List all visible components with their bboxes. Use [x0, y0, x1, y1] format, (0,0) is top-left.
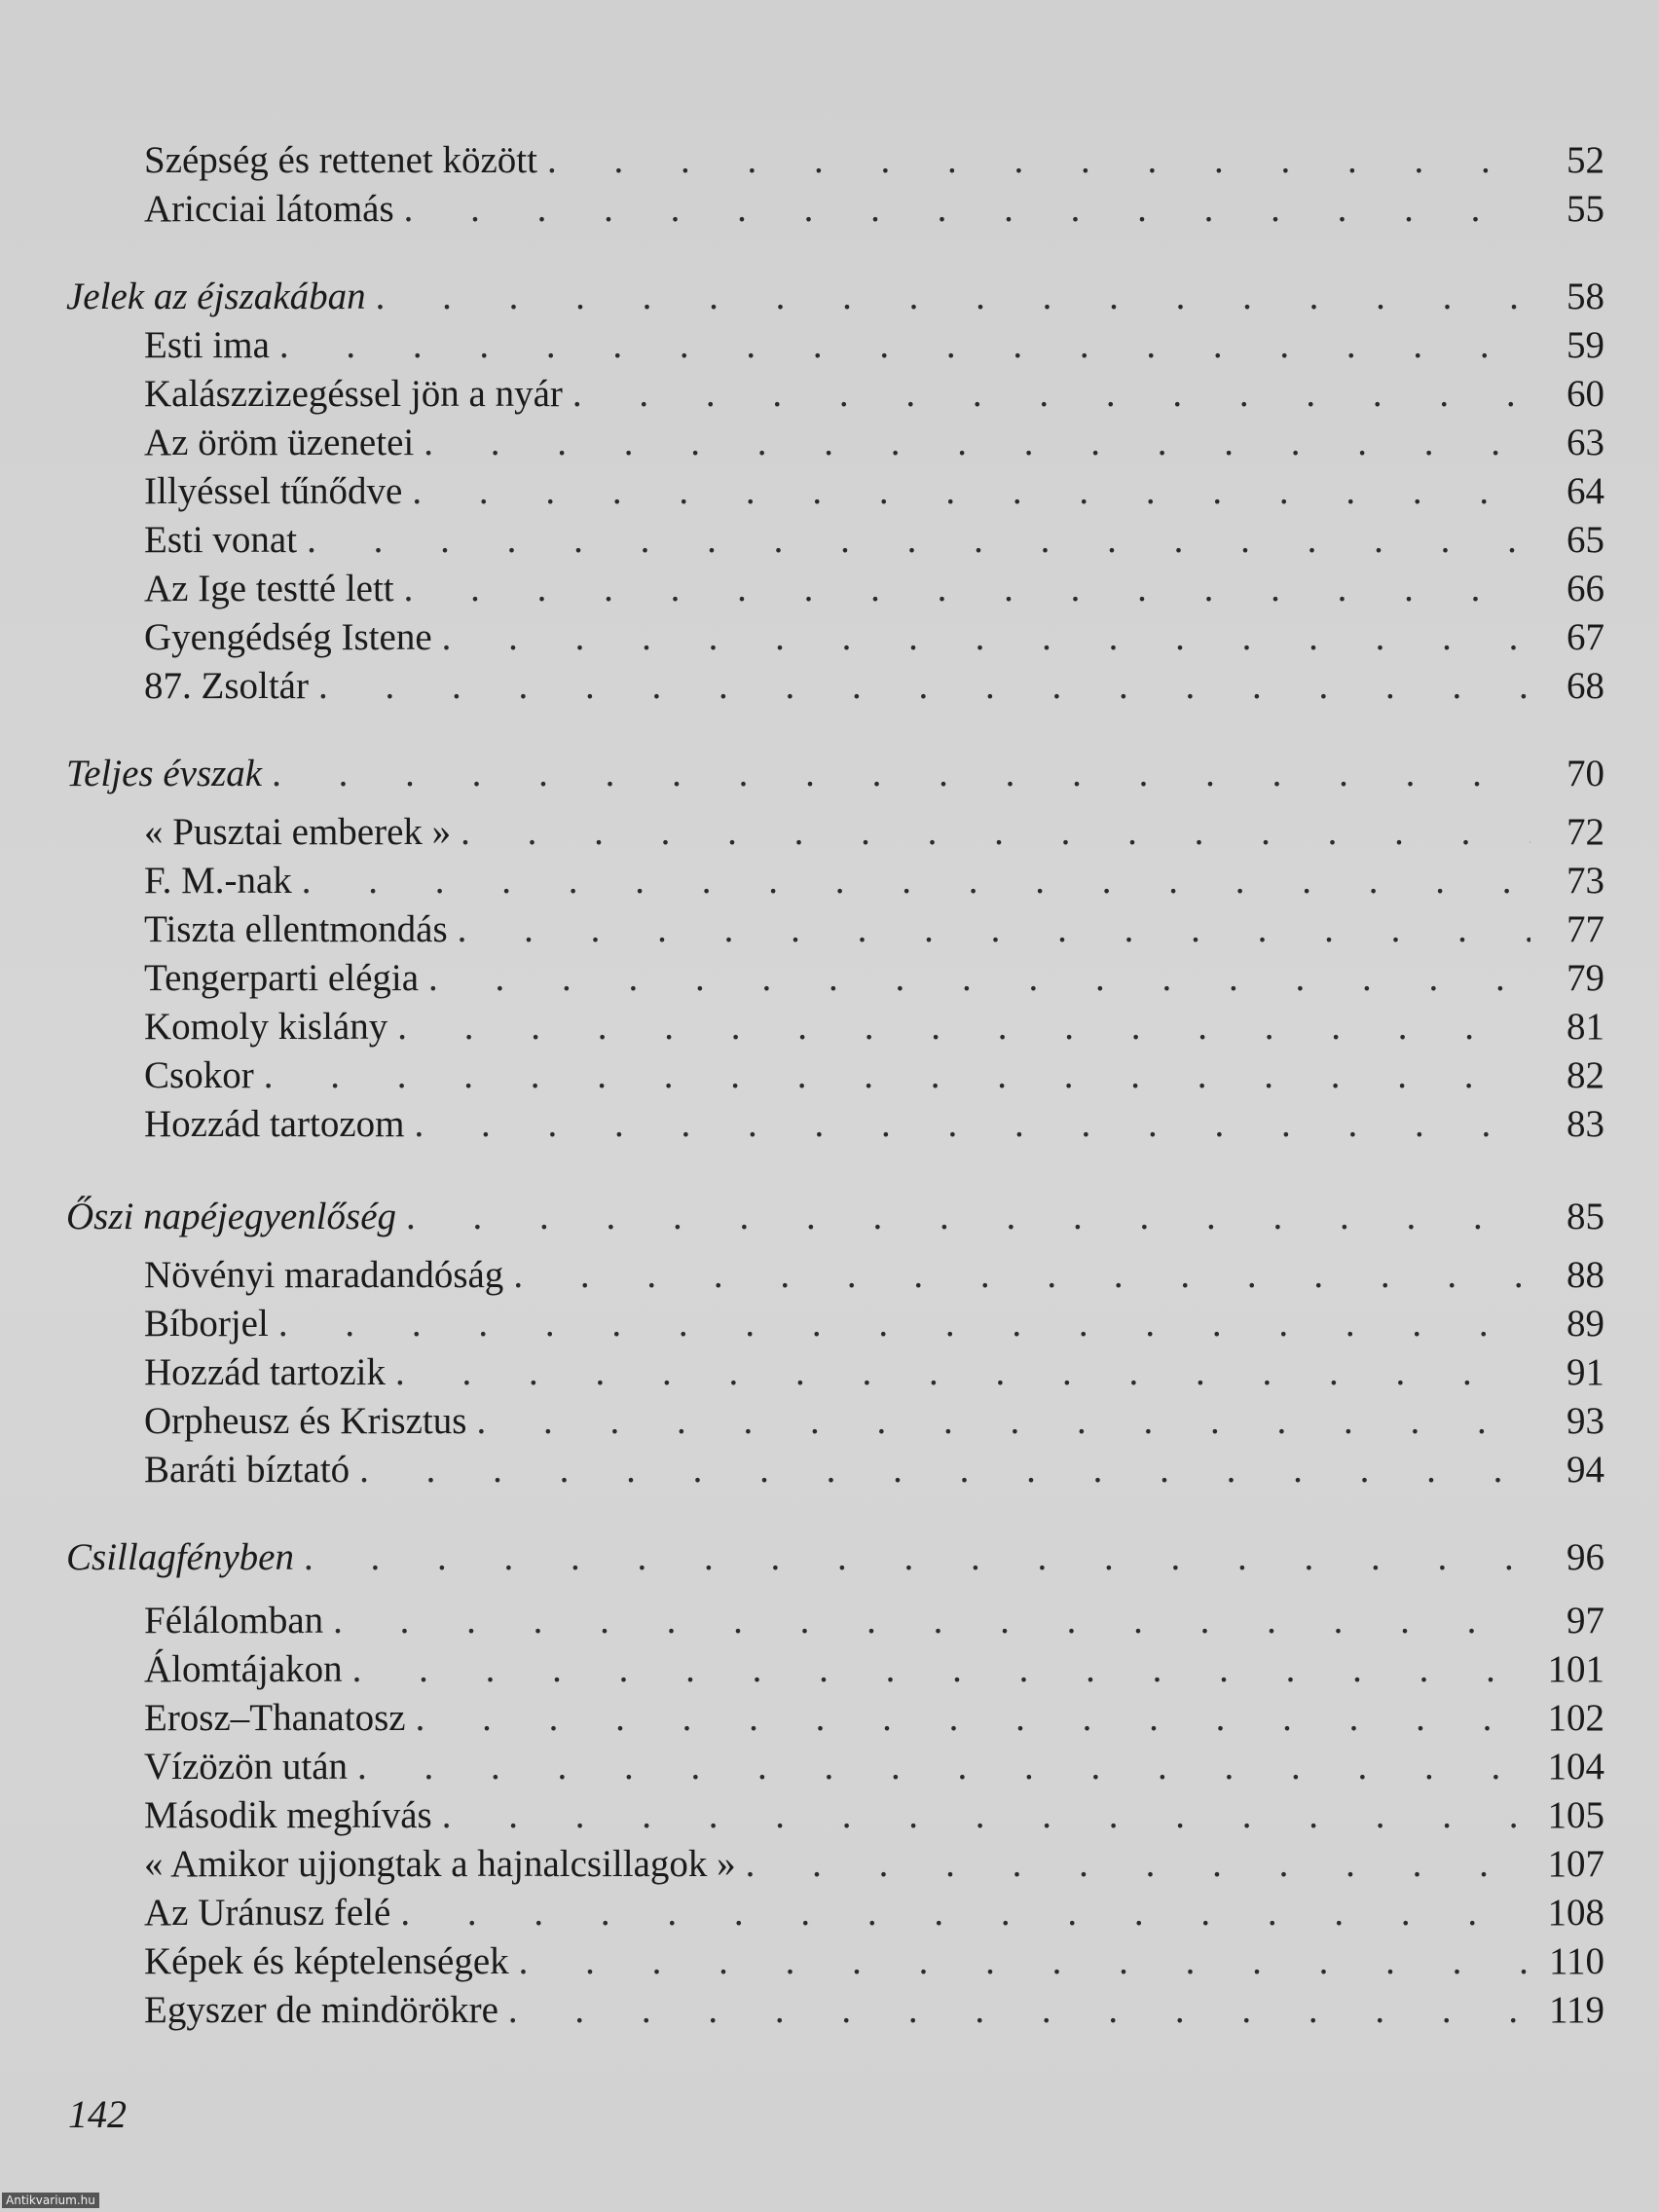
toc-title: Baráti bíztató: [144, 1449, 350, 1491]
dot-leader: [746, 1840, 1530, 1889]
dot-leader: [461, 808, 1530, 857]
dot-leader: [279, 321, 1530, 370]
dot-leader: [376, 273, 1530, 321]
toc-page-number: 63: [1567, 422, 1604, 463]
toc-title: Az öröm üzenetei: [144, 422, 415, 463]
toc-title: Erosz–Thanatosz: [144, 1697, 406, 1739]
toc-entry-row: [144, 1300, 1604, 1348]
toc-page-number: 77: [1567, 908, 1604, 950]
toc-entry-row: [144, 370, 1604, 419]
dot-leader: [395, 1348, 1530, 1397]
toc-title: Félálomban: [144, 1600, 324, 1641]
toc-page-number: 65: [1567, 519, 1604, 561]
dot-leader: [318, 662, 1530, 711]
toc-page-number: 55: [1567, 188, 1604, 230]
toc-title: Kalászzizegéssel jön a nyár: [144, 373, 563, 415]
toc-page-number: 79: [1567, 957, 1604, 999]
toc-page-number: 68: [1567, 665, 1604, 707]
toc-page-number: 73: [1567, 860, 1604, 902]
toc-entry-row: [144, 1251, 1604, 1300]
toc-page-number: 88: [1567, 1254, 1604, 1296]
dot-leader: [416, 1694, 1530, 1743]
toc-entry-row: [144, 954, 1604, 1003]
dot-leader: [357, 1743, 1530, 1791]
toc-title: Jelek az éjszakában: [66, 276, 366, 317]
dot-leader: [508, 1986, 1530, 2035]
dot-leader: [513, 1251, 1530, 1300]
dot-leader: [404, 185, 1530, 234]
toc-title: Tengerparti elégia: [144, 957, 420, 999]
dot-leader: [414, 1100, 1530, 1149]
dot-leader: [406, 1193, 1530, 1241]
toc-entry-row: [144, 613, 1604, 662]
toc-entry-row: [144, 857, 1604, 905]
toc-page-number: 59: [1567, 324, 1604, 366]
toc-title: 87. Zsoltár: [144, 665, 309, 707]
toc-entry-row: [144, 321, 1604, 370]
dot-leader: [476, 1397, 1530, 1446]
dot-leader: [397, 1003, 1530, 1051]
toc-entry-row: [144, 1791, 1604, 1840]
dot-leader: [333, 1597, 1530, 1645]
toc-page-number: 66: [1567, 568, 1604, 609]
watermark: Antikvarium.hu: [2, 2193, 99, 2208]
toc-page-number: 104: [1547, 1746, 1604, 1788]
toc-page-number: 94: [1567, 1449, 1604, 1491]
toc-page-number: 58: [1567, 276, 1604, 317]
toc-title: Csillagfényben: [66, 1536, 294, 1578]
toc-entry-row: [144, 565, 1604, 613]
toc-page-number: 96: [1567, 1536, 1604, 1578]
toc-page-number: 85: [1567, 1196, 1604, 1237]
toc-title: Illyéssel tűnődve: [144, 470, 403, 512]
toc-entry-row: [144, 1889, 1604, 1937]
dot-leader: [547, 136, 1530, 185]
toc-title: Őszi napéjegyenlőség: [66, 1196, 397, 1237]
toc-entry-row: [144, 1003, 1604, 1051]
dot-leader: [307, 516, 1530, 565]
toc-entry-row: [144, 1986, 1604, 2035]
dot-leader: [424, 419, 1530, 467]
toc-page-number: 102: [1547, 1697, 1604, 1739]
toc-entry-row: [144, 808, 1604, 857]
toc-title: Egyszer de mindörökre: [144, 1989, 498, 2031]
toc-page-number: 89: [1567, 1303, 1604, 1345]
toc-page-number: 119: [1548, 1989, 1604, 2031]
toc-entry-row: [144, 1694, 1604, 1743]
toc-page-number: 70: [1567, 753, 1604, 794]
toc-title: Aricciai látomás: [144, 188, 394, 230]
toc-page-number: 93: [1567, 1400, 1604, 1442]
toc-page-number: 67: [1567, 616, 1604, 658]
toc-page-number: 91: [1567, 1351, 1604, 1393]
toc-entry-row: [144, 1937, 1604, 1986]
toc-title: Álomtájakon: [144, 1648, 343, 1690]
toc-title: Második meghívás: [144, 1794, 432, 1836]
toc-title: Vízözön után: [144, 1746, 349, 1788]
toc-entry-row: [144, 1397, 1604, 1446]
toc-page-number: 82: [1567, 1054, 1604, 1096]
toc-entry-row: [144, 185, 1604, 234]
dot-leader: [442, 1791, 1530, 1840]
toc-entry-row: [144, 1100, 1604, 1149]
toc-title: Képek és képtelenségek: [144, 1940, 509, 1982]
toc-page-number: 97: [1567, 1600, 1604, 1641]
toc-entry-row: [144, 419, 1604, 467]
toc-title: Csokor: [144, 1054, 254, 1096]
toc-page-number: 72: [1567, 811, 1604, 853]
toc-title: Szépség és rettenet között: [144, 139, 537, 181]
toc-page-number: 52: [1567, 139, 1604, 181]
toc-title: Az Ige testté lett: [144, 568, 394, 609]
toc-title: Esti vonat: [144, 519, 298, 561]
toc-entry-row: [144, 1597, 1604, 1645]
toc-title: F. M.-nak: [144, 860, 292, 902]
toc-page-number: 83: [1567, 1103, 1604, 1145]
dot-leader: [278, 1300, 1530, 1348]
toc-section-row: [66, 1533, 1604, 1582]
toc-title: Komoly kislány: [144, 1006, 388, 1048]
toc-page-number: 101: [1547, 1648, 1604, 1690]
toc-title: Az Uránusz felé: [144, 1892, 391, 1934]
toc-entry-row: [144, 1051, 1604, 1100]
toc-entry-row: [144, 1840, 1604, 1889]
toc-title: « Amikor ujjongtak a hajnalcsillagok »: [144, 1843, 736, 1885]
toc-entry-row: [144, 516, 1604, 565]
toc-page-number: 64: [1567, 470, 1604, 512]
toc-section-row: [66, 273, 1604, 321]
toc-entry-row: [144, 1645, 1604, 1694]
toc-entry-row: [144, 905, 1604, 954]
dot-leader: [572, 370, 1530, 419]
toc-section-row: [66, 750, 1604, 798]
dot-leader: [359, 1446, 1530, 1494]
dot-leader: [264, 1051, 1530, 1100]
toc-page-number: 105: [1547, 1794, 1604, 1836]
toc-section-row: [66, 1193, 1604, 1241]
toc-page-number: 110: [1548, 1940, 1604, 1982]
toc-entry-row: [144, 467, 1604, 516]
toc-entry-row: [144, 136, 1604, 185]
dot-leader: [404, 565, 1530, 613]
dot-leader: [442, 613, 1530, 662]
dot-leader: [412, 467, 1530, 516]
dot-leader: [272, 750, 1530, 798]
toc-entry-row: [144, 1446, 1604, 1494]
toc-entry-row: [144, 1743, 1604, 1791]
dot-leader: [458, 905, 1530, 954]
dot-leader: [428, 954, 1530, 1003]
toc-title: Teljes évszak: [66, 753, 263, 794]
toc-title: Hozzád tartozik: [144, 1351, 386, 1393]
toc-entry-row: [144, 662, 1604, 711]
dot-leader: [352, 1645, 1530, 1694]
toc-page-number: 108: [1547, 1892, 1604, 1934]
toc-page-number: 60: [1567, 373, 1604, 415]
dot-leader: [400, 1889, 1530, 1937]
toc-title: Esti ima: [144, 324, 270, 366]
toc-page-number: 81: [1567, 1006, 1604, 1048]
dot-leader: [519, 1937, 1530, 1986]
toc-title: Orpheusz és Krisztus: [144, 1400, 467, 1442]
dot-leader: [302, 857, 1530, 905]
toc-title: « Pusztai emberek »: [144, 811, 452, 853]
toc-title: Bíborjel: [144, 1303, 269, 1345]
toc-entry-row: [144, 1348, 1604, 1397]
toc-title: Hozzád tartozom: [144, 1103, 405, 1145]
toc-page-number: 107: [1547, 1843, 1604, 1885]
page-number: 142: [68, 2092, 127, 2136]
toc-title: Tiszta ellentmondás: [144, 908, 448, 950]
toc-title: Növényi maradandóság: [144, 1254, 504, 1296]
toc-title: Gyengédség Istene: [144, 616, 432, 658]
dot-leader: [304, 1533, 1530, 1582]
